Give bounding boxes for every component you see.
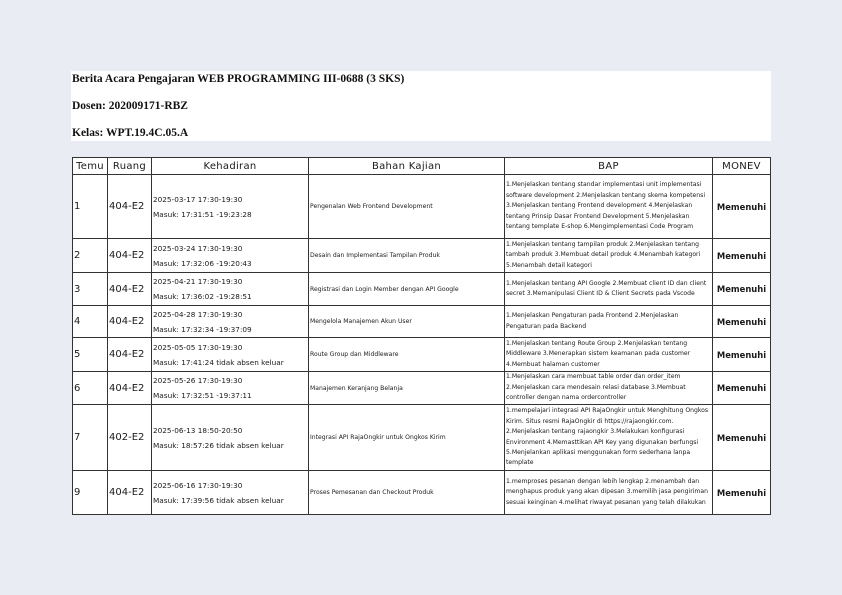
table-row [73,306,771,338]
cell-monev: Memenuhi [713,239,771,273]
cell-bahan-kajian: Integrasi API RajaOngkir untuk Ongkos Kirim [309,405,505,471]
table-row [73,372,771,405]
cell-temu: 6 [73,372,108,405]
cell-monev: Memenuhi [713,471,771,515]
table-row [73,273,771,306]
table-row [73,175,771,239]
cell-bap: 1.Menjelaskan Pengaturan pada Frontend 2.Menjelaskan Pengaturan pada Backend [505,306,713,338]
kehadiran-masuk: Masuk: 17:32:06 -19:20:43 [153,258,252,268]
table-row [73,405,771,471]
cell-temu: 2 [73,239,108,273]
cell-bap: 1.Menjelaskan tentang tampilan produk 2.Menjelaskan tentang tambah produk 3.Membuat detail produk 4.Menambah kategori 5.Menambah detail kategori [505,239,713,273]
cell-bahan-kajian: Registrasi dan Login Member dengan API Google [309,273,505,306]
kehadiran-jadwal: 2025-03-24 17:30-19:30 [153,243,243,253]
col-header-kehadiran: Kehadiran [152,158,309,175]
kehadiran-jadwal: 2025-05-05 17:30-19:30 [153,342,243,352]
table-row [73,338,771,372]
cell-kehadiran [152,273,309,306]
table-header-row [73,158,771,175]
cell-kehadiran [152,405,309,471]
cell-monev: Memenuhi [713,405,771,471]
cell-bahan-kajian: Pengenalan Web Frontend Development [309,175,505,239]
cell-bap: 1.Menjelaskan tentang API Google 2.Membuat client ID dan client secret 3.Memanipulasi Client ID & Client Secrets pada Vscode [505,273,713,306]
kehadiran-masuk: Masuk: 17:41:24 tidak absen keluar [153,357,284,367]
kehadiran-masuk: Masuk: 17:32:34 -19:37:09 [153,324,252,334]
cell-monev: Memenuhi [713,175,771,239]
table-row [73,239,771,273]
cell-ruang: 404-E2 [108,372,152,405]
kehadiran-jadwal: 2025-05-26 17:30-19:30 [153,376,243,385]
cell-bap: 1.Menjelaskan cara membuat table order dan order_item 2.Menjelaskan cara mendesain relasi database 3.Membuat controller dengan nama ordercontroller [505,372,713,405]
col-header-temu: Temu [73,158,108,175]
cell-kehadiran [152,372,309,405]
kehadiran-jadwal: 2025-04-21 17:30-19:30 [153,277,243,286]
kehadiran-masuk: Masuk: 18:57:26 tidak absen keluar [153,440,284,450]
cell-temu: 7 [73,405,108,471]
cell-bap: 1.mempelajari integrasi API RajaOngkir untuk Menghitung Ongkos Kirim. Situs resmi RajaOngkir di https://rajaongkir.com. 2.Menjelaskan tentang rajaongkir 3.Melakukan konfigurasi Environment 4.Memasttikan API Key yang digunakan berfungsi 5.Menjelankan aplikasi menggunakan form sederhana lanpa template [505,405,713,471]
cell-kehadiran [152,175,309,239]
class-line: Kelas: WPT.19.4C.05.A [72,127,189,139]
cell-bahan-kajian: Route Group dan Middleware [309,338,505,372]
cell-bap: 1.Menjelaskan tentang Route Group 2.Menjelaskan tentang Middleware 3.Menerapkan sistem keamanan pada customer 4.Membuat halaman customer [505,338,713,372]
kehadiran-jadwal: 2025-04-28 17:30-19:30 [153,309,243,319]
kehadiran-jadwal: 2025-03-17 17:30-19:30 [153,194,243,204]
cell-bahan-kajian: Desain dan Implementasi Tampilan Produk [309,239,505,273]
cell-bahan-kajian: Proses Pemesanan dan Checkout Produk [309,471,505,515]
kehadiran-jadwal: 2025-06-13 18:50-20:50 [153,425,243,435]
cell-ruang: 404-E2 [108,175,152,239]
col-header-bap: BAP [505,158,713,175]
kehadiran-masuk: Masuk: 17:31:51 -19:23:28 [153,209,252,219]
cell-kehadiran [152,239,309,273]
cell-ruang: 402-E2 [108,405,152,471]
cell-ruang: 404-E2 [108,239,152,273]
cell-bap: 1.Menjelaskan tentang standar implementasi unit implementasi software development 2.Menjelaskan tentang skema kompetensi 3.Menjelaskan tentang Frontend development 4.Menjelaskan tentang Prinsip Dasar Frontend Development 5.Menjelaskan tentang template E-shop 6.Mengimplementasi Code Program [505,175,713,239]
col-header-monev: MONEV [713,158,771,175]
cell-temu: 4 [73,306,108,338]
kehadiran-masuk: Masuk: 17:39:56 tidak absen keluar [153,495,284,505]
cell-bahan-kajian: Manajemen Keranjang Belanja [309,372,505,405]
cell-kehadiran [152,306,309,338]
kehadiran-masuk: Masuk: 17:32:51 -19:37:11 [153,391,252,400]
cell-bap: 1.memproses pesanan dengan lebih lengkap 2.menambah dan menghapus produk yang akan dipesan 3.memilih jasa pengiriman sesuai keinginan 4.melihat riwayat pesanan yang telah dilakukan [505,471,713,515]
teaching-record-table [72,157,771,515]
col-header-bahan-kajian: Bahan Kajian [309,158,505,175]
cell-temu: 3 [73,273,108,306]
cell-monev: Memenuhi [713,372,771,405]
cell-kehadiran [152,338,309,372]
cell-bahan-kajian: Mengelola Manajemen Akun User [309,306,505,338]
document-title: Berita Acara Pengajaran WEB PROGRAMMING III-0688 (3 SKS) [72,73,405,85]
cell-ruang: 404-E2 [108,471,152,515]
cell-ruang: 404-E2 [108,338,152,372]
cell-temu: 1 [73,175,108,239]
cell-monev: Memenuhi [713,306,771,338]
cell-ruang: 404-E2 [108,273,152,306]
kehadiran-masuk: Masuk: 17:36:02 -19:28:51 [153,292,252,301]
cell-kehadiran [152,471,309,515]
cell-monev: Memenuhi [713,273,771,306]
lecturer-line: Dosen: 202009171-RBZ [72,100,188,112]
table-row [73,471,771,515]
cell-ruang: 404-E2 [108,306,152,338]
col-header-ruang: Ruang [108,158,152,175]
document-header [71,71,771,141]
kehadiran-jadwal: 2025-06-16 17:30-19:30 [153,480,243,490]
cell-temu: 5 [73,338,108,372]
cell-temu: 9 [73,471,108,515]
cell-monev: Memenuhi [713,338,771,372]
